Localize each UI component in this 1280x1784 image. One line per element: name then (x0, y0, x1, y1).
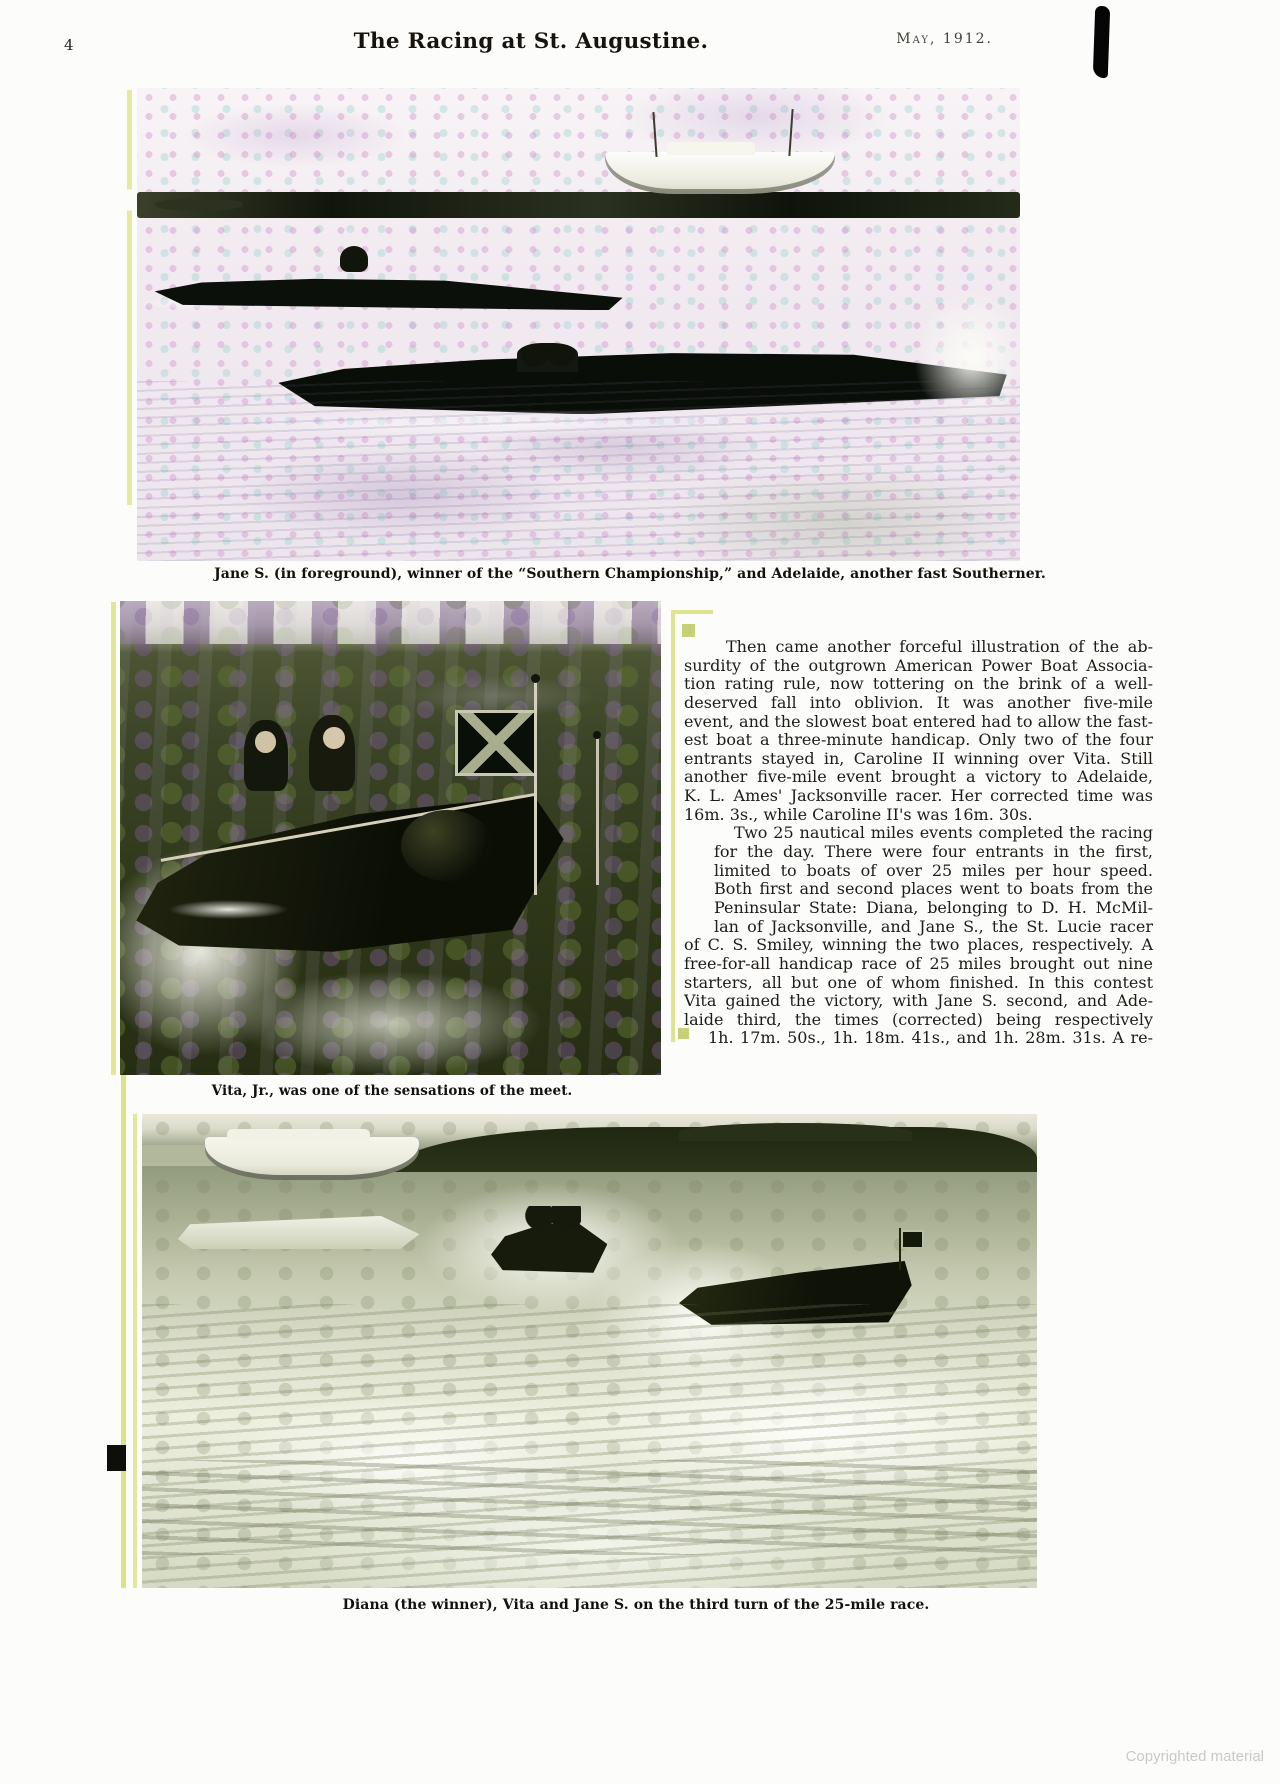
yacht-canopy (227, 1129, 370, 1140)
article-line: starters, all but one of whom finished. In this contest (684, 972, 1153, 992)
flag-pole (534, 682, 537, 895)
engine-cowl (401, 810, 493, 881)
article-line: tion rating rule, now tottering on the brink of a well- (684, 674, 1153, 694)
driver-face (255, 731, 276, 752)
crew-silhouettes (517, 343, 579, 371)
crew-silhouettes (522, 1206, 580, 1230)
distant-boat (155, 199, 243, 211)
water-swirl (142, 1460, 1037, 1555)
photo-middle-caption: Vita, Jr., was one of the sensations of the meet. (211, 1083, 573, 1099)
article-line: of C. S. Smiley, winning the two places, respectively. A (684, 935, 1153, 955)
article-line: another five-mile event brought a victory to Adelaide, (684, 767, 1153, 787)
photo-top-caption: Jane S. (in foreground), winner of the “Southern Championship,” and Adelaide, another fast Southerner. (214, 566, 1046, 582)
spray-plume (239, 971, 542, 1075)
article-line: est boat a three-minute handicap. Only two of the four (684, 730, 1153, 750)
stern-pole (596, 738, 599, 885)
issue-date: May, 1912. (896, 31, 993, 47)
spectator-yacht (205, 1137, 420, 1181)
yacht-cabin (667, 142, 755, 154)
racing-flag (455, 710, 536, 776)
photo-bottom-third-turn (142, 1114, 1037, 1588)
white-launch (178, 1216, 420, 1249)
article-line: event, and the slowest boat entered had to allow the fast- (684, 711, 1153, 731)
horizon-shoreline (137, 192, 1020, 218)
article-line: Peninsular State: Diana, belonging to D. H. McMil- (714, 897, 1153, 917)
photo-middle-vita-jr (120, 601, 661, 1075)
driver-face (323, 727, 345, 750)
water-streaks (137, 381, 1020, 561)
article-line: Then came another forceful illustration of the ab- (726, 637, 1153, 656)
article-text (684, 638, 1153, 1048)
article-accent-rule-vertical (671, 610, 675, 1042)
article-line: 16m. 3s., while Caroline II's was 16m. 30s. (684, 804, 1033, 824)
article-line: deserved fall into oblivion. It was another five-mile (684, 692, 1153, 712)
article-line: laide third, the times (corrected) being respectively (684, 1009, 1153, 1029)
accent-rule-top-photo (127, 90, 132, 505)
page-number: 4 (64, 36, 74, 54)
article-line: 1h. 17m. 50s., 1h. 18m. 41s., and 1h. 28m. 31s. A re- (708, 1028, 1153, 1048)
bow-glint (169, 900, 288, 919)
accent-rule-bottom-photo-outer (121, 985, 126, 1588)
binding-mark (1093, 6, 1111, 78)
racing-flag (901, 1230, 924, 1249)
article-line: entrants stayed in, Caroline II winning over Vita. Still (684, 748, 1153, 768)
accent-rule-bottom-photo-inner (133, 1114, 137, 1588)
article-line: Two 25 nautical miles events completed the racing (734, 823, 1153, 843)
article-line: K. L. Ames' Jacksonville racer. Her corrected time was (684, 786, 1153, 806)
ornament-black-square (107, 1445, 126, 1471)
driver-silhouette (244, 720, 287, 791)
page-title: The Racing at St. Augustine. (353, 29, 709, 54)
article-line: free-for-all handicap race of 25 miles brought out nine (684, 953, 1153, 973)
article-ornament-square-top (682, 624, 695, 637)
tree-clump (679, 1123, 912, 1142)
article-accent-rule-horizontal (671, 610, 713, 614)
article-line: Both first and second places went to boats from the (714, 879, 1153, 899)
photo-bottom-caption: Diana (the winner), Vita and Jane S. on the third turn of the 25-mile race. (342, 1597, 930, 1613)
article-line: surdity of the outgrown American Power Boat Associa- (684, 655, 1153, 675)
accent-rule-middle-photo (111, 602, 116, 1075)
article-line: limited to boats of over 25 miles per hour speed. (714, 860, 1153, 880)
article-line: Vita gained the victory, with Jane S. second, and Ade- (684, 991, 1153, 1011)
copyright-watermark: Copyrighted material (1125, 1748, 1264, 1765)
photo-top-racing-boats (137, 88, 1020, 561)
article-line: for the day. There were four entrants in the first, (714, 842, 1153, 862)
driver-silhouette (340, 246, 368, 272)
article-line: lan of Jacksonville, and Jane S., the St. Lucie racer (714, 916, 1153, 936)
